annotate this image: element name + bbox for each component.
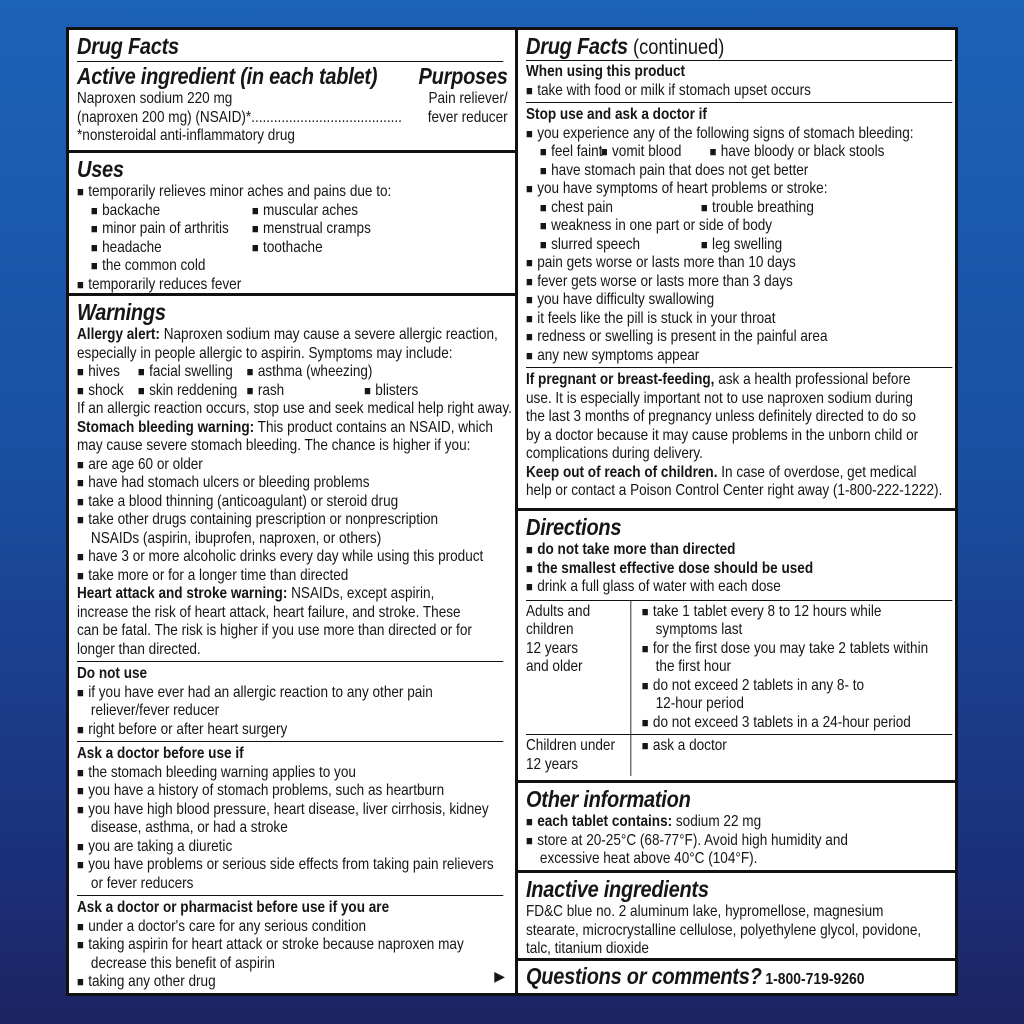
- subheading: When using this product: [526, 63, 686, 80]
- drug-facts-label: [66, 27, 958, 996]
- line-text: complications during delivery.: [526, 445, 703, 462]
- line-text: NSAIDs, except aspirin,: [287, 585, 435, 602]
- bold-label: Keep out of reach of children.: [526, 463, 718, 481]
- bullet-text: vomit blood: [612, 143, 682, 160]
- age-text: and older: [526, 658, 583, 675]
- bullet-text: asthma (wheezing): [257, 363, 373, 380]
- bullet-item: [77, 764, 503, 783]
- line-text: Naproxen sodium may cause a severe allergic reaction,: [159, 326, 498, 343]
- content-list: [77, 183, 503, 294]
- bullet-item: [77, 382, 138, 401]
- bullet-text: skin reddening: [149, 381, 238, 399]
- text-line: [77, 604, 503, 623]
- line-text: talc, titanium dioxide: [526, 940, 649, 957]
- text-line: [77, 345, 503, 364]
- bullet-item: [252, 220, 371, 239]
- continue-arrow-icon: ▶: [494, 968, 505, 984]
- ingredient-line: Naproxen sodium 220 mg: [77, 90, 233, 107]
- text-line: [526, 482, 952, 501]
- line-text: ask a health professional before: [714, 371, 911, 388]
- dot-leader: ........................................: [251, 108, 402, 126]
- text-line: [77, 419, 503, 438]
- bullet-text: leg swelling: [712, 235, 783, 253]
- text-line: [526, 940, 952, 959]
- text-line: [77, 875, 503, 894]
- bullet-text: headache: [102, 238, 162, 256]
- bullet-item: [701, 199, 814, 218]
- bold-label: Heart attack and stroke warning:: [77, 585, 288, 602]
- line-text: excessive heat above 40°C (104°F).: [539, 850, 758, 867]
- divider: [77, 895, 503, 896]
- line-text: NSAIDs (aspirin, ibuprofen, naproxen, or others): [90, 529, 382, 547]
- text-line: [526, 445, 952, 464]
- text-line: [526, 922, 952, 941]
- divider: [526, 102, 952, 103]
- bullet-text: chest pain: [551, 198, 613, 216]
- line-text: 12-hour period: [655, 695, 744, 712]
- directions-row: [526, 601, 952, 735]
- age-text: Adults and: [526, 602, 591, 620]
- purpose-line: Pain reliever/: [428, 90, 508, 107]
- uses-title: Uses: [77, 156, 124, 182]
- bullet-text: have bloody or black stools: [720, 143, 885, 160]
- line-text: the stomach bleeding warning applies to you: [88, 763, 356, 781]
- bullet-text: hives: [88, 363, 120, 380]
- line-text: redness or swelling is present in the painful area: [537, 328, 828, 345]
- bullet-item: [77, 721, 503, 740]
- bullet-item: [526, 310, 952, 329]
- bullet-item: [526, 162, 952, 181]
- bullet-item: [77, 801, 503, 820]
- subheading: Ask a doctor before use if: [77, 745, 244, 762]
- bullet-item: [252, 239, 323, 258]
- line-text: the first hour: [655, 658, 732, 675]
- directions-table: [526, 600, 952, 777]
- line-text: you have a history of stomach problems, such as heartburn: [88, 782, 445, 799]
- age-text: 12 years: [526, 639, 579, 657]
- bullet-item: [77, 456, 503, 475]
- bold-label: each tablet contains:: [537, 813, 673, 830]
- bullet-item: [526, 328, 952, 347]
- bullet-text: menstrual cramps: [263, 220, 371, 237]
- line-text: If an allergic reaction occurs, stop use and seek medical help right away.: [77, 400, 512, 417]
- line-text: do not exceed 2 tablets in any 8- to: [652, 676, 865, 694]
- purposes-heading: Purposes: [418, 63, 508, 89]
- bullet-item: [77, 973, 503, 992]
- bullet-item: [91, 239, 252, 258]
- bullet-item: [710, 143, 885, 162]
- line-text: take 1 tablet every 8 to 12 hours while: [652, 602, 882, 620]
- drug-facts-title: Drug Facts: [77, 32, 503, 62]
- line-text: right before or after heart surgery: [88, 720, 288, 738]
- line-text: fever gets worse or lasts more than 3 days: [537, 272, 793, 290]
- bullet-item: [701, 236, 782, 255]
- bullet-item: [540, 236, 701, 255]
- line-text: temporarily relieves minor aches and pains due to:: [88, 183, 392, 200]
- bullet-item: [526, 180, 952, 199]
- line-text: This product contains an NSAID, which: [254, 418, 493, 436]
- text-line: [526, 371, 952, 390]
- bullet-item: [526, 813, 952, 832]
- bullet-text: blisters: [375, 381, 419, 399]
- bold-label: Allergy alert:: [77, 326, 160, 343]
- line-text: the common cold: [102, 257, 206, 274]
- text-line: [77, 400, 512, 419]
- text-line: [77, 955, 503, 974]
- age-group: [526, 735, 631, 776]
- line-text: you have symptoms of heart problems or stroke:: [537, 180, 828, 197]
- line-text: have 3 or more alcoholic drinks every day while using this product: [88, 548, 484, 565]
- bullet-text: feel faint: [551, 143, 603, 160]
- bullet-item: [540, 143, 601, 162]
- line-text: or fever reducers: [90, 874, 194, 892]
- line-text: if you have ever had an allergic reaction to any other pain: [88, 683, 433, 701]
- content-list: [526, 903, 952, 959]
- divider: [77, 741, 503, 742]
- bullet-item: [77, 257, 503, 276]
- line-text: have stomach pain that does not get better: [551, 161, 809, 179]
- text-line: [77, 530, 503, 549]
- text-line: [642, 695, 953, 714]
- bullet-item: [526, 291, 952, 310]
- line-text: use. It is especially important not to use naproxen sodium during: [526, 389, 913, 407]
- text-line: [77, 641, 503, 660]
- bullet-text: slurred speech: [551, 235, 641, 253]
- bullet-item: [77, 474, 503, 493]
- left-column: [69, 30, 518, 993]
- bullet-item: [77, 684, 503, 703]
- line-text: take other drugs containing prescription or nonprescription: [88, 511, 439, 528]
- text-line: [77, 702, 503, 721]
- content-list: [526, 63, 952, 501]
- line-text: you have problems or serious side effects from taking pain relievers: [88, 856, 494, 873]
- line-text: increase the risk of heart attack, heart failure, and stroke. These: [77, 603, 461, 621]
- subheading: Stop use and ask a doctor if: [526, 106, 707, 123]
- line-text: stearate, microcrystalline cellulose, polyethylene glycol, povidone,: [526, 921, 922, 939]
- subheading: Do not use: [77, 665, 148, 682]
- line-text: under a doctor's care for any serious condition: [88, 917, 367, 935]
- line-text: are age 60 or older: [88, 455, 203, 473]
- age-text: children: [526, 621, 574, 638]
- inactive-ingredients-title: Inactive ingredients: [526, 876, 709, 902]
- bullet-item: [642, 737, 953, 756]
- bullet-item: [642, 603, 953, 622]
- line-text: In case of overdose, get medical: [717, 463, 917, 481]
- line-text: you are taking a diuretic: [88, 837, 233, 855]
- line-text: weakness in one part or side of body: [551, 217, 773, 234]
- bullet-item: [642, 677, 953, 696]
- line-text: it feels like the pill is stuck in your throat: [537, 309, 776, 327]
- line-text: store at 20-25°C (68-77°F). Avoid high humidity and: [537, 831, 848, 849]
- line-text: decrease this benefit of aspirin: [90, 954, 275, 972]
- bullet-item: [247, 382, 364, 401]
- bullet-item: [77, 567, 503, 586]
- uses-section: [69, 153, 515, 296]
- age-text: Children under: [526, 737, 615, 754]
- age-text: 12 years: [526, 755, 579, 773]
- line-text: may cause severe stomach bleeding. The chance is higher if you:: [77, 437, 471, 454]
- line-text: sodium 22 mg: [672, 813, 762, 830]
- line-text: you have high blood pressure, heart disease, liver cirrhosis, kidney: [88, 800, 489, 818]
- line-text: help or contact a Poison Control Center right away (1-800-222-1222).: [526, 482, 943, 499]
- bold-label: do not take more than directed: [537, 541, 736, 558]
- content-list: [77, 326, 512, 992]
- bullet-item: [77, 276, 503, 295]
- text-line: [526, 850, 952, 869]
- line-text: have had stomach ulcers or bleeding problems: [88, 474, 370, 491]
- line-text: temporarily reduces fever: [88, 275, 242, 293]
- text-line: [77, 819, 503, 838]
- bullet-item: [252, 202, 358, 221]
- line-text: drink a full glass of water with each dose: [537, 578, 781, 595]
- directions-section: [518, 511, 955, 783]
- bullet-item: [601, 143, 710, 162]
- bullet-item: [526, 832, 952, 851]
- bullet-item: [642, 640, 953, 659]
- bullet-item: [247, 363, 373, 382]
- line-text: the last 3 months of pregnancy unless definitely directed to do so: [526, 408, 916, 425]
- bullet-row: [77, 363, 503, 382]
- other-information-section: [518, 783, 955, 873]
- line-text: you have difficulty swallowing: [537, 291, 715, 308]
- bullet-item: [526, 217, 952, 236]
- subheading: Ask a doctor or pharmacist before use if you are: [77, 899, 390, 916]
- warnings-section: [69, 296, 515, 993]
- text-line: [77, 585, 503, 604]
- bullet-item: [540, 199, 701, 218]
- bullet-item: [642, 714, 953, 733]
- bullet-item: [77, 363, 138, 382]
- divider: [77, 661, 503, 662]
- line-text: symptoms last: [655, 621, 743, 638]
- content-list: [526, 541, 952, 597]
- bullet-text: facial swelling: [149, 363, 233, 380]
- bullet-item: [91, 202, 252, 221]
- divider: [526, 367, 952, 368]
- bullet-item: [526, 578, 952, 597]
- phone-number: 1-800-719-9260: [765, 971, 865, 988]
- text-line: [77, 326, 503, 345]
- age-group: [526, 601, 631, 735]
- bullet-item: [77, 918, 503, 937]
- bullet-item: [77, 511, 503, 530]
- warnings-title: Warnings: [77, 299, 166, 325]
- right-column: [518, 30, 955, 993]
- line-text: any new symptoms appear: [537, 346, 700, 364]
- bullet-item: [526, 347, 952, 366]
- line-text: longer than directed.: [77, 640, 201, 658]
- text-line: [642, 658, 953, 677]
- line-text: by a doctor because it may cause problems in the unborn child or: [526, 426, 919, 444]
- text-line: [526, 390, 952, 409]
- other-information-title: Other information: [526, 786, 691, 812]
- line-text: ask a doctor: [652, 737, 727, 754]
- continued-section: [518, 30, 955, 511]
- dosage: [631, 601, 952, 735]
- bullet-row: [526, 236, 952, 255]
- bullet-text: trouble breathing: [712, 198, 814, 216]
- text-line: [526, 464, 952, 483]
- purpose-line: fever reducer: [427, 108, 508, 126]
- bullet-item: [77, 838, 503, 857]
- bullet-text: muscular aches: [263, 201, 359, 219]
- bullet-item: [77, 936, 503, 955]
- bullet-item: [526, 82, 952, 101]
- bullet-text: shock: [88, 381, 124, 399]
- directions-title: Directions: [526, 514, 622, 540]
- text-line: [526, 427, 952, 446]
- bullet-item: [77, 782, 503, 801]
- text-line: [642, 621, 953, 640]
- bullet-row: [77, 382, 503, 401]
- bullet-item: [138, 382, 247, 401]
- questions-title: Questions or comments?: [526, 963, 762, 989]
- line-text: reliever/fever reducer: [90, 702, 220, 719]
- line-text: take a blood thinning (anticoagulant) or steroid drug: [88, 492, 399, 510]
- inactive-ingredients-section: [518, 873, 955, 961]
- text-line: [526, 408, 952, 427]
- bullet-item: [77, 183, 503, 202]
- active-ingredient-section: [69, 30, 515, 153]
- drug-facts-continued-title: Drug Facts: [526, 33, 628, 59]
- bold-label: Stomach bleeding warning:: [77, 418, 255, 436]
- bullet-row: [77, 239, 503, 258]
- bullet-row: [526, 143, 952, 162]
- line-text: FD&C blue no. 2 aluminum lake, hypromellose, magnesium: [526, 903, 884, 920]
- line-text: take with food or milk if stomach upset occurs: [537, 81, 811, 99]
- content-list: [526, 813, 952, 869]
- line-text: for the first dose you may take 2 tablets within: [652, 639, 929, 657]
- line-text: disease, asthma, or had a stroke: [90, 819, 288, 836]
- ingredient-line: (naproxen 200 mg) (NSAID)*: [77, 108, 252, 126]
- text-line: [526, 903, 952, 922]
- directions-row: [526, 734, 952, 776]
- questions-section: [518, 961, 955, 993]
- bullet-text: backache: [102, 201, 161, 219]
- bullet-item: [138, 363, 247, 382]
- bullet-item: [526, 254, 952, 273]
- line-text: can be fatal. The risk is higher if you use more than directed or for: [77, 622, 472, 639]
- line-text: take more or for a longer time than directed: [88, 566, 349, 584]
- footnote: *nonsteroidal anti-inflammatory drug: [77, 127, 295, 144]
- bullet-item: [526, 560, 952, 579]
- bullet-item: [91, 220, 252, 239]
- continued-label: (continued): [627, 36, 725, 59]
- line-text: you experience any of the following signs of stomach bleeding:: [537, 124, 914, 142]
- bullet-item: [364, 382, 418, 401]
- bullet-item: [77, 856, 503, 875]
- bullet-row: [77, 202, 503, 221]
- dosage: [631, 735, 952, 776]
- bullet-text: toothache: [263, 238, 323, 256]
- bullet-item: [526, 541, 952, 560]
- bullet-text: rash: [257, 381, 285, 399]
- bullet-row: [526, 199, 952, 218]
- bullet-item: [526, 125, 952, 144]
- bold-label: If pregnant or breast-feeding,: [526, 371, 715, 388]
- line-text: taking aspirin for heart attack or stroke because naproxen may: [88, 936, 464, 953]
- text-line: [77, 622, 503, 641]
- line-text: taking any other drug: [88, 973, 216, 990]
- active-ingredient-heading: Active ingredient (in each tablet): [77, 63, 378, 89]
- bold-label: the smallest effective dose should be used: [537, 559, 814, 577]
- line-text: especially in people allergic to aspirin. Symptoms may include:: [77, 344, 453, 362]
- line-text: do not exceed 3 tablets in a 24-hour period: [652, 713, 911, 731]
- bullet-text: minor pain of arthritis: [102, 220, 229, 237]
- bullet-row: [77, 220, 503, 239]
- bullet-item: [77, 493, 503, 512]
- bullet-item: [526, 273, 952, 292]
- bullet-item: [77, 548, 503, 567]
- text-line: [77, 437, 503, 456]
- line-text: pain gets worse or lasts more than 10 days: [537, 254, 796, 271]
